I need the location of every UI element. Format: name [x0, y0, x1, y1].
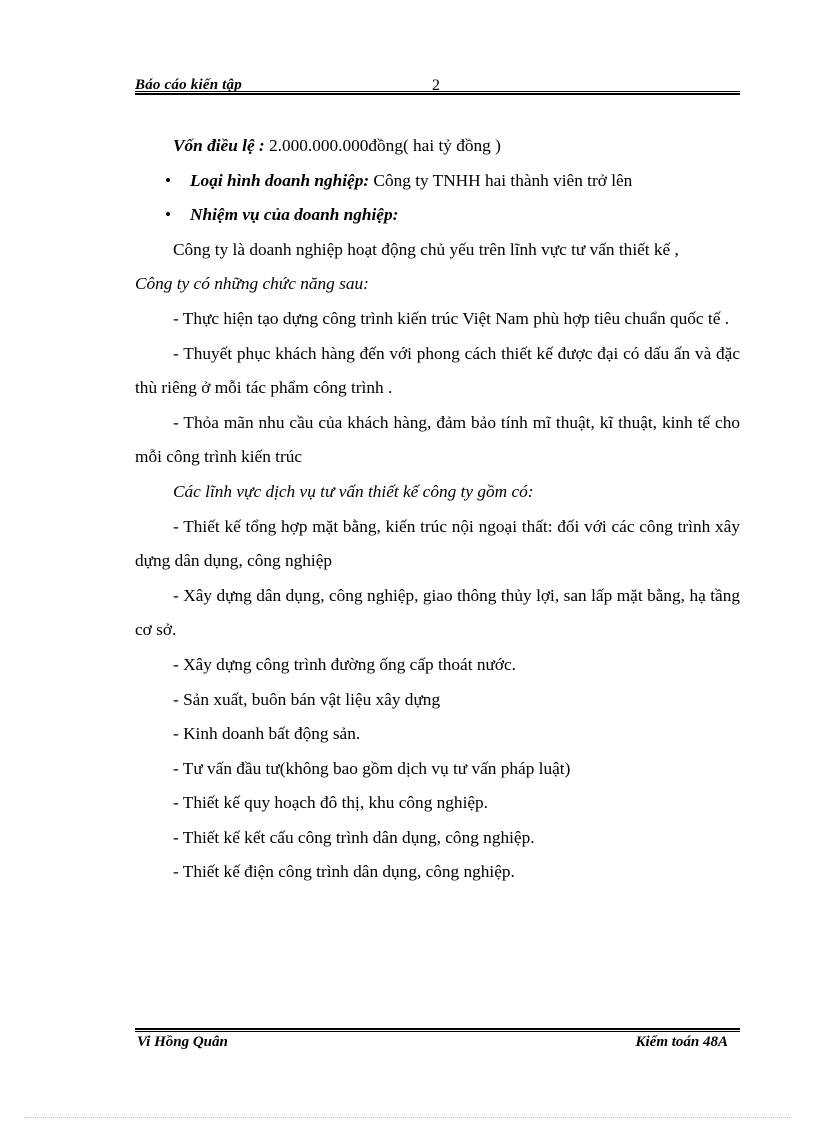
service-item: - Thiết kế kết cấu công trình dân dụng, công nghiệp.	[173, 827, 535, 847]
document-body	[135, 129, 740, 890]
charter-capital-line	[135, 129, 740, 164]
capital-label: Vốn điều lệ :	[173, 136, 265, 155]
service-item: - Thiết kế tổng hợp mặt bằng, kiến trúc nội ngoại thất: đối với các công trình xây dựng dân dụng, công nghiệp	[135, 516, 740, 571]
page-header	[135, 74, 740, 94]
functions-heading: Công ty có những chức năng sau:	[135, 274, 369, 294]
services-heading: Các lĩnh vực dịch vụ tư vấn thiết kế công ty gồm có:	[173, 481, 534, 501]
service-item: - Kinh doanh bất động sản.	[173, 724, 361, 744]
service-item: - Thiết kế quy hoạch đô thị, khu công nghiệp.	[173, 793, 489, 813]
header-rule-thick	[135, 93, 740, 95]
function-item: - Thực hiện tạo dựng công trình kiến trúc Việt Nam phù hợp tiêu chuẩn quốc tế .	[173, 308, 730, 328]
bullet-dot: •	[165, 170, 172, 190]
intro-paragraph: Công ty là doanh nghiệp hoạt động chủ yếu trên lĩnh vực tư vấn thiết kế ,	[173, 239, 679, 259]
footer-rule	[135, 1031, 740, 1032]
bullet-duties	[135, 198, 740, 233]
service-item: - Sản xuất, buôn bán vật liệu xây dựng	[173, 689, 441, 709]
function-item: - Thuyết phục khách hàng đến với phong cách thiết kế được đại có dấu ấn và đặc thù riêng ở mỗi tác phẩm công trình .	[135, 343, 740, 398]
business-type-label: Loại hình doanh nghiệp:	[190, 170, 370, 190]
bullet-business-type	[135, 164, 740, 199]
service-item: - Tư vấn đầu tư(không bao gồm dịch vụ tư vấn pháp luật)	[173, 758, 571, 778]
bullet-dot: •	[165, 205, 172, 225]
business-type-value: Công ty TNHH hai thành viên trở lên	[369, 170, 633, 190]
header-title: Báo cáo kiến tập	[135, 77, 242, 93]
header-rule	[135, 91, 740, 92]
page-edge-dotted-line	[24, 1117, 792, 1118]
footer-author: Vi Hồng Quân	[137, 1034, 228, 1050]
function-item: - Thỏa mãn nhu cầu của khách hàng, đảm bảo tính mĩ thuật, kĩ thuật, kinh tế cho mỗi công trình kiến trúc	[135, 412, 740, 467]
page-footer	[135, 1028, 740, 1052]
service-item: - Xây dựng công trình đường ống cấp thoát nước.	[173, 654, 516, 674]
service-item: - Thiết kế điện công trình dân dụng, công nghiệp.	[173, 862, 515, 882]
duties-label: Nhiệm vụ của doanh nghiệp:	[190, 205, 399, 225]
capital-value: 2.000.000.000đồng( hai tỷ đồng )	[264, 136, 501, 155]
page-number: 2	[432, 77, 440, 94]
footer-class: Kiểm toán 48A	[635, 1034, 728, 1050]
footer-rule-thick	[135, 1028, 740, 1030]
service-item: - Xây dựng dân dụng, công nghiệp, giao thông thủy lợi, san lấp mặt bằng, hạ tầng cơ sở.	[135, 585, 740, 640]
